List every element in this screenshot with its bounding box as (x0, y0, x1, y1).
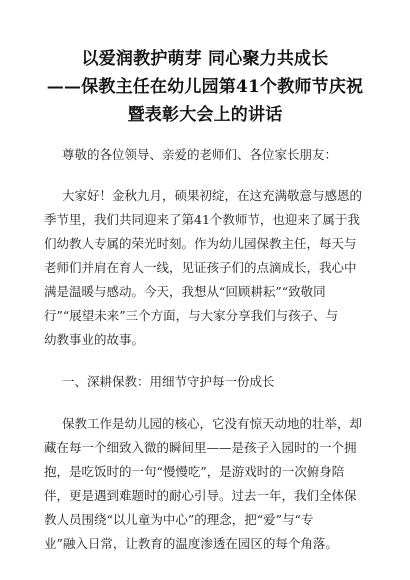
paragraph-1-line: 满是温暖与感动。今天，我想从“回顾耕耘”“致敬同 (44, 284, 326, 299)
paragraph-2-line: 抱，是吃饭时的一句“慢慢吃”，是游戏时的一次俯身陪 (44, 464, 345, 479)
section-1-heading: 一、深耕保教：用细节守护每一份成长 (62, 374, 275, 389)
paragraph-2-line: 保教工作是幼儿园的核心，它没有惊天动地的壮举，却 (62, 416, 363, 431)
paragraph-1-line: 大家好！金秋九月，硕果初绽，在这充满敬意与感恩的 (62, 188, 363, 203)
paragraph-2-line: 教人员围绕“以儿童为中心”的理念，把“爱”与“专 (44, 512, 314, 527)
title-line-2: ——保教主任在幼儿园第41个教师节庆祝 (46, 77, 364, 97)
greeting: 尊敬的各位领导、亲爱的老师们、各位家长朋友： (62, 147, 338, 162)
paragraph-1-line: 行”“展望未来”三个方面，与大家分享我们与孩子、与 (44, 308, 339, 323)
title-line-3: 暨表彰大会上的讲话 (127, 105, 283, 125)
paragraph-2-line: 伴，更是遇到难题时的耐心引导。过去一年，我们全体保 (44, 488, 357, 503)
title-line-1: 以爱润教护萌芽 同心聚力共成长 (81, 49, 329, 69)
paragraph-1-line: 幼教事业的故事。 (44, 332, 145, 347)
paragraph-1-line: 们幼教人专属的荣光时刻。作为幼儿园保教主任，每天与 (44, 236, 357, 251)
paragraph-2-line: 藏在每一个细致入微的瞬间里——是孩子入园时的一个拥 (44, 440, 357, 455)
paragraph-1-line: 季节里，我们共同迎来了第41个教师节，也迎来了属于我 (44, 212, 360, 227)
paragraph-1-line: 老师们并肩在育人一线，见证孩子们的点滴成长，我心中 (44, 260, 357, 275)
paragraph-2-line: 业”融入日常，让教育的温度渗透在园区的每个角落。 (44, 536, 338, 551)
